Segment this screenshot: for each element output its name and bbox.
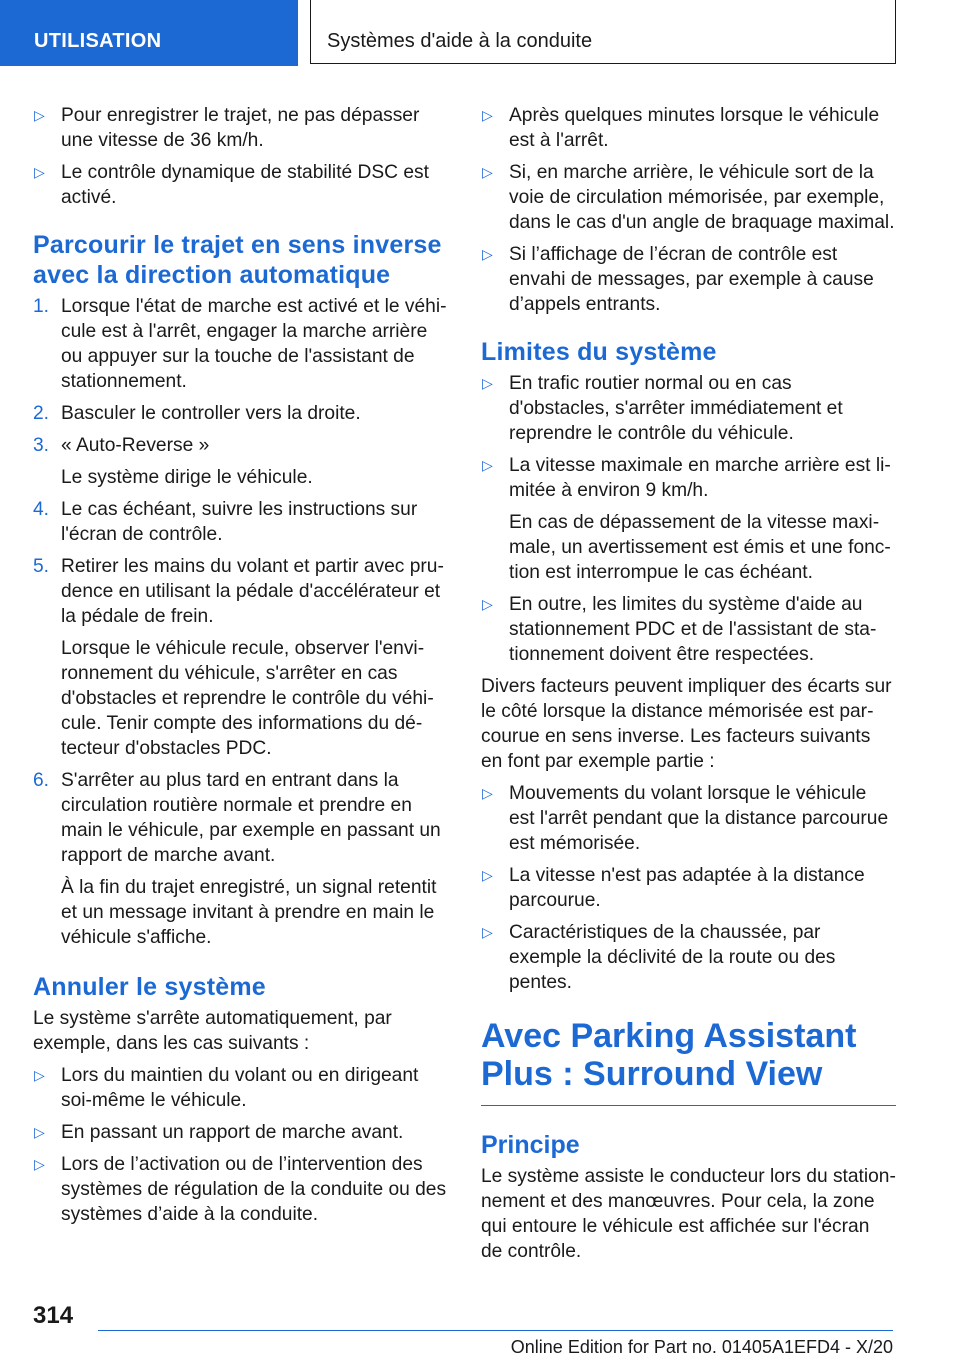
triangle-bullet-icon: ▷ [34,1067,45,1083]
chapter-tab: Systèmes d'aide à la conduite [310,0,896,64]
step-item: 2. Basculer le controller vers la droite. [33,403,361,424]
step-note: À la fin du trajet enregistré, un signal retentit et un message invitant à prendre en main le véhicule s'affiche. [61,877,437,948]
step-item: 6. S'arrêter au plus tard en entrant dans la circulation routière normale et prendre en main le véhicule, par exemple en passant un rapport de marche avant. [33,770,441,866]
triangle-bullet-icon: ▷ [482,924,493,940]
triangle-bullet-icon: ▷ [482,785,493,801]
list-item: ▷ Mouvements du volant lorsque le véhicule est l'arrêt pendant que la distance parcourue est mémorisée. [482,783,889,854]
triangle-bullet-icon: ▷ [34,1156,45,1172]
list-item: ▷ Caractéristiques de la chaussée, par exemple la déclivité de la route ou des pentes. [482,922,836,993]
right-column [481,100,896,1271]
triangle-bullet-icon: ▷ [34,107,45,123]
page-number: 314 [33,1302,74,1329]
heading-principle: Principe [481,1131,580,1159]
section-tab: UTILISATION [0,0,298,66]
list-item: ▷ Lors de l’activation ou de l’intervention des systèmes de régulation de la conduite ou des systèmes d’aide à la conduite. [34,1154,447,1225]
list-item: ▷ Lors du maintien du volant ou en dirigeant soi-même le véhicule. [34,1065,419,1111]
triangle-bullet-icon: ▷ [34,1124,45,1140]
paragraph: Le système s'arrête automatiquement, par exemple, dans les cas suivants : [33,1008,392,1054]
heading-cancel-system: Annuler le système [33,973,266,1001]
step-item: 1. Lorsque l'état de marche est activé et le véhicule est à l'arrêt, engager la marche arrière ou appuyer sur la touche de l'assistant de stationnement. [33,296,447,392]
footer-divider [98,1330,893,1331]
step-item: 3. « Auto-Reverse » [33,435,210,456]
step-note: Lorsque le véhicule recule, observer l'environnement du véhicule, s'arrêter en cas d'obstacles et reprendre le contrôle du véhicule. Tenir compte des informations du détecteur d'obstacles PDC. [61,638,434,759]
heading-system-limits: Limites du système [481,338,717,366]
triangle-bullet-icon: ▷ [482,867,493,883]
triangle-bullet-icon: ▷ [34,164,45,180]
list-item: ▷ En passant un rapport de marche avant. [34,1122,404,1143]
heading-reverse-route: Parcourir le trajet en sens inverse avec la direction automatique [33,231,442,289]
list-item: ▷ En outre, les limites du système d'aide au stationnement PDC et de l'assistant de stationnement doivent être respectées. [482,594,877,665]
list-item: ▷ Si, en marche arrière, le véhicule sort de la voie de circulation mémorisée, par exemple, dans le cas d'un angle de braquage maximal. [482,162,895,233]
triangle-bullet-icon: ▷ [482,107,493,123]
triangle-bullet-icon: ▷ [482,246,493,262]
list-item: ▷ En trafic routier normal ou en cas d'obstacles, s'arrêter immédiatement et reprendre le contrôle du véhicule. [482,373,843,444]
step-item: 4. Le cas échéant, suivre les instructions sur l'écran de contrôle. [33,499,418,545]
step-item: 5. Retirer les mains du volant et partir avec prudence en utilisant la pédale d'accélérateur et la pédale de frein. [33,556,444,627]
list-item: ▷ Après quelques minutes lorsque le véhicule est à l'arrêt. [482,105,880,151]
list-item: ▷ Si l’affichage de l’écran de contrôle est envahi de messages, par exemple à cause d’appels entrants. [482,244,874,315]
list-item: ▷ Le contrôle dynamique de stabilité DSC est activé. [34,162,429,208]
list-note: En cas de dépassement de la vitesse maximale, un avertissement est émis et une fonction est interrompue le cas échéant. [509,512,891,583]
triangle-bullet-icon: ▷ [482,596,493,612]
section-title: Avec Parking Assistant Plus : Surround View [481,1017,896,1106]
paragraph: Le système assiste le conducteur lors du stationnement et des manœuvres. Pour cela, la zone qui entoure le véhicule est affichée sur l'écran de contrôle. [481,1166,896,1262]
triangle-bullet-icon: ▷ [482,375,493,391]
page-header [0,0,960,66]
list-item: ▷ Pour enregistrer le trajet, ne pas dépasser une vitesse de 36 km/h. [34,105,420,151]
step-note: Le système dirige le véhicule. [61,467,313,488]
triangle-bullet-icon: ▷ [482,457,493,473]
list-item: ▷ La vitesse n'est pas adaptée à la distance parcourue. [482,865,865,911]
triangle-bullet-icon: ▷ [482,164,493,180]
list-item: ▷ La vitesse maximale en marche arrière est limitée à environ 9 km/h. [482,455,891,501]
footer-edition: Online Edition for Part no. 01405A1EFD4 - X/20 [510,1337,893,1357]
left-column [33,100,448,1234]
paragraph: Divers facteurs peuvent impliquer des écarts sur le côté lorsque la distance mémorisée est parcourue en sens inverse. Les facteurs suivants en font par exemple partie : [481,676,892,772]
